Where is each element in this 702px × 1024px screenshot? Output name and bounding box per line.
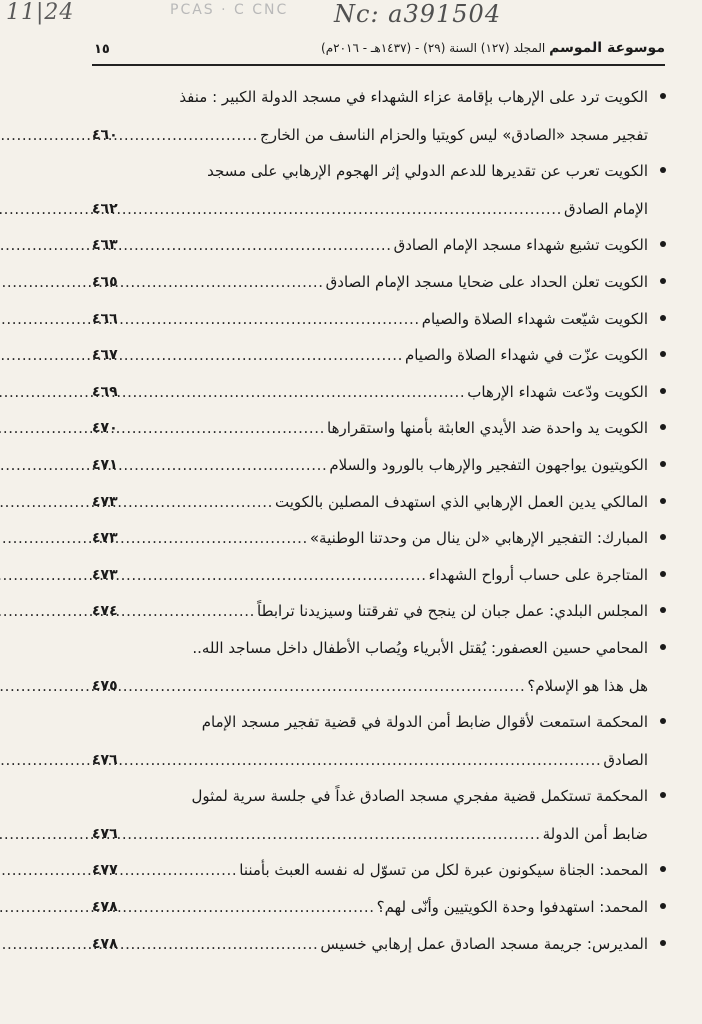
bullet-icon bbox=[660, 534, 666, 540]
dot-leader bbox=[120, 308, 420, 330]
toc-entry-text: المجلس البلدي: عمل جبان لن ينجح في تفرقتنا وسيزيدنا ترابطاً bbox=[257, 602, 648, 621]
dot-leader bbox=[120, 675, 526, 697]
toc-entry-page-number: ٤٦٣ bbox=[92, 237, 118, 254]
dot-leader bbox=[120, 933, 319, 955]
toc-entry-page-number: ٤٧٠ bbox=[92, 420, 118, 437]
toc-entry-line bbox=[92, 381, 648, 403]
handwritten-annotation-right: Nc: a391504 bbox=[334, 0, 502, 28]
bullet-icon bbox=[660, 241, 666, 247]
toc-entry-line bbox=[92, 417, 648, 439]
toc-entry-text: هل هذا هو الإسلام؟ bbox=[527, 676, 648, 695]
dot-leader bbox=[120, 600, 255, 622]
toc-entry bbox=[92, 308, 668, 330]
toc-entry bbox=[92, 896, 668, 918]
toc-entry-text: المتاجرة على حساب أرواح الشهداء bbox=[428, 565, 648, 584]
toc-entry-text: الكويت ودّعت شهداء الإرهاب bbox=[467, 382, 648, 401]
toc-entry-page-number: ٤٦٧ bbox=[92, 347, 118, 364]
toc-entry bbox=[92, 933, 668, 955]
dot-leader bbox=[120, 381, 466, 403]
dot-leader bbox=[120, 124, 258, 146]
toc-entry-page-number: ٤٧٧ bbox=[92, 862, 118, 879]
running-head bbox=[321, 40, 665, 56]
toc-entry-page-number: ٤٦٥ bbox=[92, 273, 118, 290]
toc-entry bbox=[92, 234, 668, 256]
dot-leader bbox=[120, 823, 541, 845]
bullet-icon bbox=[660, 278, 666, 284]
toc-entry bbox=[92, 527, 668, 549]
toc-entry-text: المحامي حسين العصفور: يُقتل الأبرياء ويُصاب الأطفال داخل مساجد الله.. bbox=[192, 638, 648, 657]
toc-entry-line bbox=[92, 637, 648, 659]
toc-entry-line bbox=[92, 675, 648, 697]
bullet-icon bbox=[660, 351, 666, 357]
toc-entry-text: الكويت عزّت في شهداء الصلاة والصيام bbox=[404, 346, 648, 365]
dot-leader bbox=[120, 417, 325, 439]
faded-stamp: PCAS · C CNC bbox=[170, 2, 289, 18]
toc-entry-line bbox=[92, 564, 648, 586]
toc-entry-text: ضابط أمن الدولة bbox=[542, 824, 648, 843]
bullet-icon bbox=[660, 607, 666, 613]
bullet-icon bbox=[660, 940, 666, 946]
toc-entry bbox=[92, 637, 668, 697]
toc-entry-page-number: ٤٧٣ bbox=[92, 566, 118, 583]
toc-entry bbox=[92, 271, 668, 293]
toc-entry-text: الكويت يد واحدة ضد الأيدي العابثة بأمنها واستقرارها bbox=[327, 419, 648, 438]
toc-entry-page-number: ٤٧٣ bbox=[92, 493, 118, 510]
toc-entry-line bbox=[92, 785, 648, 807]
running-head-details: المجلد (١٢٧) السنة (٢٩) - (١٤٣٧هـ - ٢٠١٦م) bbox=[321, 41, 546, 55]
toc-entry-text: المبارك: التفجير الإرهابي «لن ينال من وحدتنا الوطنية» bbox=[309, 529, 648, 548]
toc-entry-line bbox=[92, 749, 648, 771]
toc-entry-text: تفجير مسجد «الصادق» ليس كويتيا والحزام الناسف من الخارج bbox=[260, 125, 648, 144]
bullet-icon bbox=[660, 792, 666, 798]
toc-entry-line bbox=[92, 160, 648, 182]
toc-entry bbox=[92, 381, 668, 403]
toc-entry bbox=[92, 785, 668, 845]
toc-entry bbox=[92, 711, 668, 771]
dot-leader bbox=[120, 198, 562, 220]
page-header bbox=[92, 40, 665, 66]
dot-leader bbox=[120, 271, 324, 293]
toc-entry bbox=[92, 564, 668, 586]
dot-leader bbox=[120, 564, 427, 586]
toc-entry-page-number: ٤٦٦ bbox=[92, 310, 118, 327]
dot-leader bbox=[120, 344, 403, 366]
bullet-icon bbox=[660, 866, 666, 872]
dot-leader bbox=[120, 896, 375, 918]
dot-leader bbox=[120, 234, 392, 256]
dot-leader bbox=[120, 491, 273, 513]
dot-leader bbox=[120, 527, 308, 549]
toc-entry-text: الكويت ترد على الإرهاب بإقامة عزاء الشهداء في مسجد الدولة الكبير : منفذ bbox=[179, 88, 648, 106]
toc-entry-page-number: ٤٧٦ bbox=[92, 825, 118, 842]
toc-entry-line bbox=[92, 491, 648, 513]
toc-entry-text: المديرس: جريمة مسجد الصادق عمل إرهابي خسيس bbox=[320, 934, 648, 953]
dot-leader bbox=[120, 859, 238, 881]
toc-entry-line bbox=[92, 933, 648, 955]
toc-entry-line bbox=[92, 271, 648, 293]
toc-entry-page-number: ٤٧٥ bbox=[92, 677, 118, 694]
toc-entry-text: المحمد: الجناة سيكونون عبرة لكل من تسوّل له نفسه العبث بأمننا bbox=[239, 861, 648, 880]
toc-entry-line bbox=[92, 823, 648, 845]
toc-entry bbox=[92, 160, 668, 220]
toc-entry-page-number: ٤٦٢ bbox=[92, 200, 118, 217]
toc-entry-line bbox=[92, 86, 648, 108]
table-of-contents bbox=[92, 86, 668, 955]
bullet-icon bbox=[660, 167, 666, 173]
toc-entry-text: الكويت تعلن الحداد على ضحايا مسجد الإمام الصادق bbox=[325, 272, 648, 291]
toc-entry-text: الكويت تشيع شهداء مسجد الإمام الصادق bbox=[393, 236, 648, 255]
running-head-title: موسوعة الموسم bbox=[549, 40, 665, 56]
toc-entry-page-number: ٤٦٠ bbox=[92, 126, 118, 143]
dot-leader bbox=[120, 749, 602, 771]
bullet-icon bbox=[660, 388, 666, 394]
toc-entry-page-number: ٤٧٤ bbox=[92, 603, 118, 620]
toc-entry bbox=[92, 86, 668, 146]
toc-entry-line bbox=[92, 600, 648, 622]
toc-entry-text: الصادق bbox=[603, 750, 648, 769]
toc-entry bbox=[92, 859, 668, 881]
toc-entry-page-number: ٤٧١ bbox=[92, 456, 118, 473]
bullet-icon bbox=[660, 644, 666, 650]
bullet-icon bbox=[660, 93, 666, 99]
bullet-icon bbox=[660, 461, 666, 467]
bullet-icon bbox=[660, 315, 666, 321]
bullet-icon bbox=[660, 424, 666, 430]
toc-entry-text: الكويت تعرب عن تقديرها للدعم الدولي إثر الهجوم الإرهابي على مسجد bbox=[207, 162, 648, 181]
toc-entry-text: المحكمة تستكمل قضية مفجري مسجد الصادق غداً في جلسة سرية لمثول bbox=[191, 787, 648, 806]
bullet-icon bbox=[660, 498, 666, 504]
toc-entry-page-number: ٤٧٨ bbox=[92, 935, 118, 952]
toc-entry bbox=[92, 454, 668, 476]
toc-entry-line bbox=[92, 711, 648, 733]
toc-entry-line bbox=[92, 124, 648, 146]
toc-entry-line bbox=[92, 527, 648, 549]
toc-entry-text: الكويتيون يواجهون التفجير والإرهاب بالورود والسلام bbox=[329, 455, 648, 474]
toc-entry-page-number: ٤٧٦ bbox=[92, 751, 118, 768]
toc-entry-text: المحكمة استمعت لأقوال ضابط أمن الدولة في قضية تفجير مسجد الإمام bbox=[201, 713, 648, 732]
toc-entry-line bbox=[92, 859, 648, 881]
toc-entry-text: الإمام الصادق bbox=[563, 199, 648, 218]
toc-entry-line bbox=[92, 234, 648, 256]
toc-entry-text: المحمد: استهدفوا وحدة الكويتيين وأنّى لهم؟ bbox=[376, 898, 648, 917]
toc-entry bbox=[92, 491, 668, 513]
toc-entry-page-number: ٤٦٩ bbox=[92, 383, 118, 400]
handwritten-annotation-left: 11|24 bbox=[6, 0, 75, 25]
page-number: ١٥ bbox=[94, 42, 110, 57]
toc-entry bbox=[92, 344, 668, 366]
toc-entry-text: المالكي يدين العمل الإرهابي الذي استهدف المصلين بالكويت bbox=[274, 492, 648, 511]
toc-entry-line bbox=[92, 344, 648, 366]
bullet-icon bbox=[660, 903, 666, 909]
toc-entry-line bbox=[92, 198, 648, 220]
toc-entry-page-number: ٤٧٨ bbox=[92, 899, 118, 916]
toc-entry-page-number: ٤٧٣ bbox=[92, 530, 118, 547]
toc-entry-line bbox=[92, 308, 648, 330]
toc-entry-line bbox=[92, 454, 648, 476]
toc-entry-text: الكويت شيّعت شهداء الصلاة والصيام bbox=[421, 309, 648, 328]
bullet-icon bbox=[660, 718, 666, 724]
dot-leader bbox=[120, 454, 328, 476]
toc-entry-line bbox=[92, 896, 648, 918]
toc-entry bbox=[92, 600, 668, 622]
bullet-icon bbox=[660, 571, 666, 577]
toc-entry bbox=[92, 417, 668, 439]
